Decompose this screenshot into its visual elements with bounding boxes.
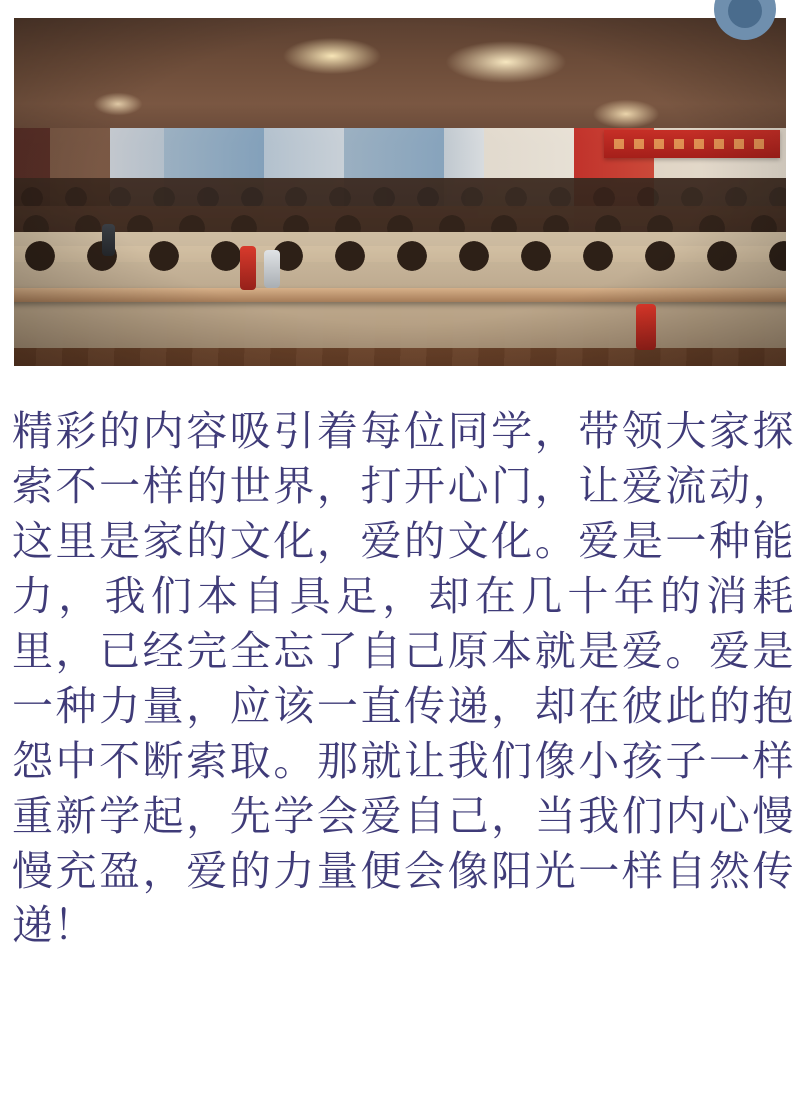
article-paragraph: 精彩的内容吸引着每位同学，带领大家探索不一样的世界，打开心门，让爱流动，这里是家的文化，爱的文化。爱是一种能力，我们本自具足，却在几十年的消耗里，已经完全忘了自己原本就是爱。爱是一种力量，应该一直传递，却在彼此的抱怨中不断索取。那就让我们像小孩子一样重新学起，先学会爱自己，当我们内心慢慢充盈，爱的力量便会像阳光一样自然传递！ bbox=[12, 407, 794, 950]
photo-image bbox=[14, 18, 786, 366]
photo-vignette bbox=[14, 18, 786, 366]
avatar-inner-circle bbox=[728, 0, 762, 28]
article-photo[interactable] bbox=[14, 18, 786, 366]
